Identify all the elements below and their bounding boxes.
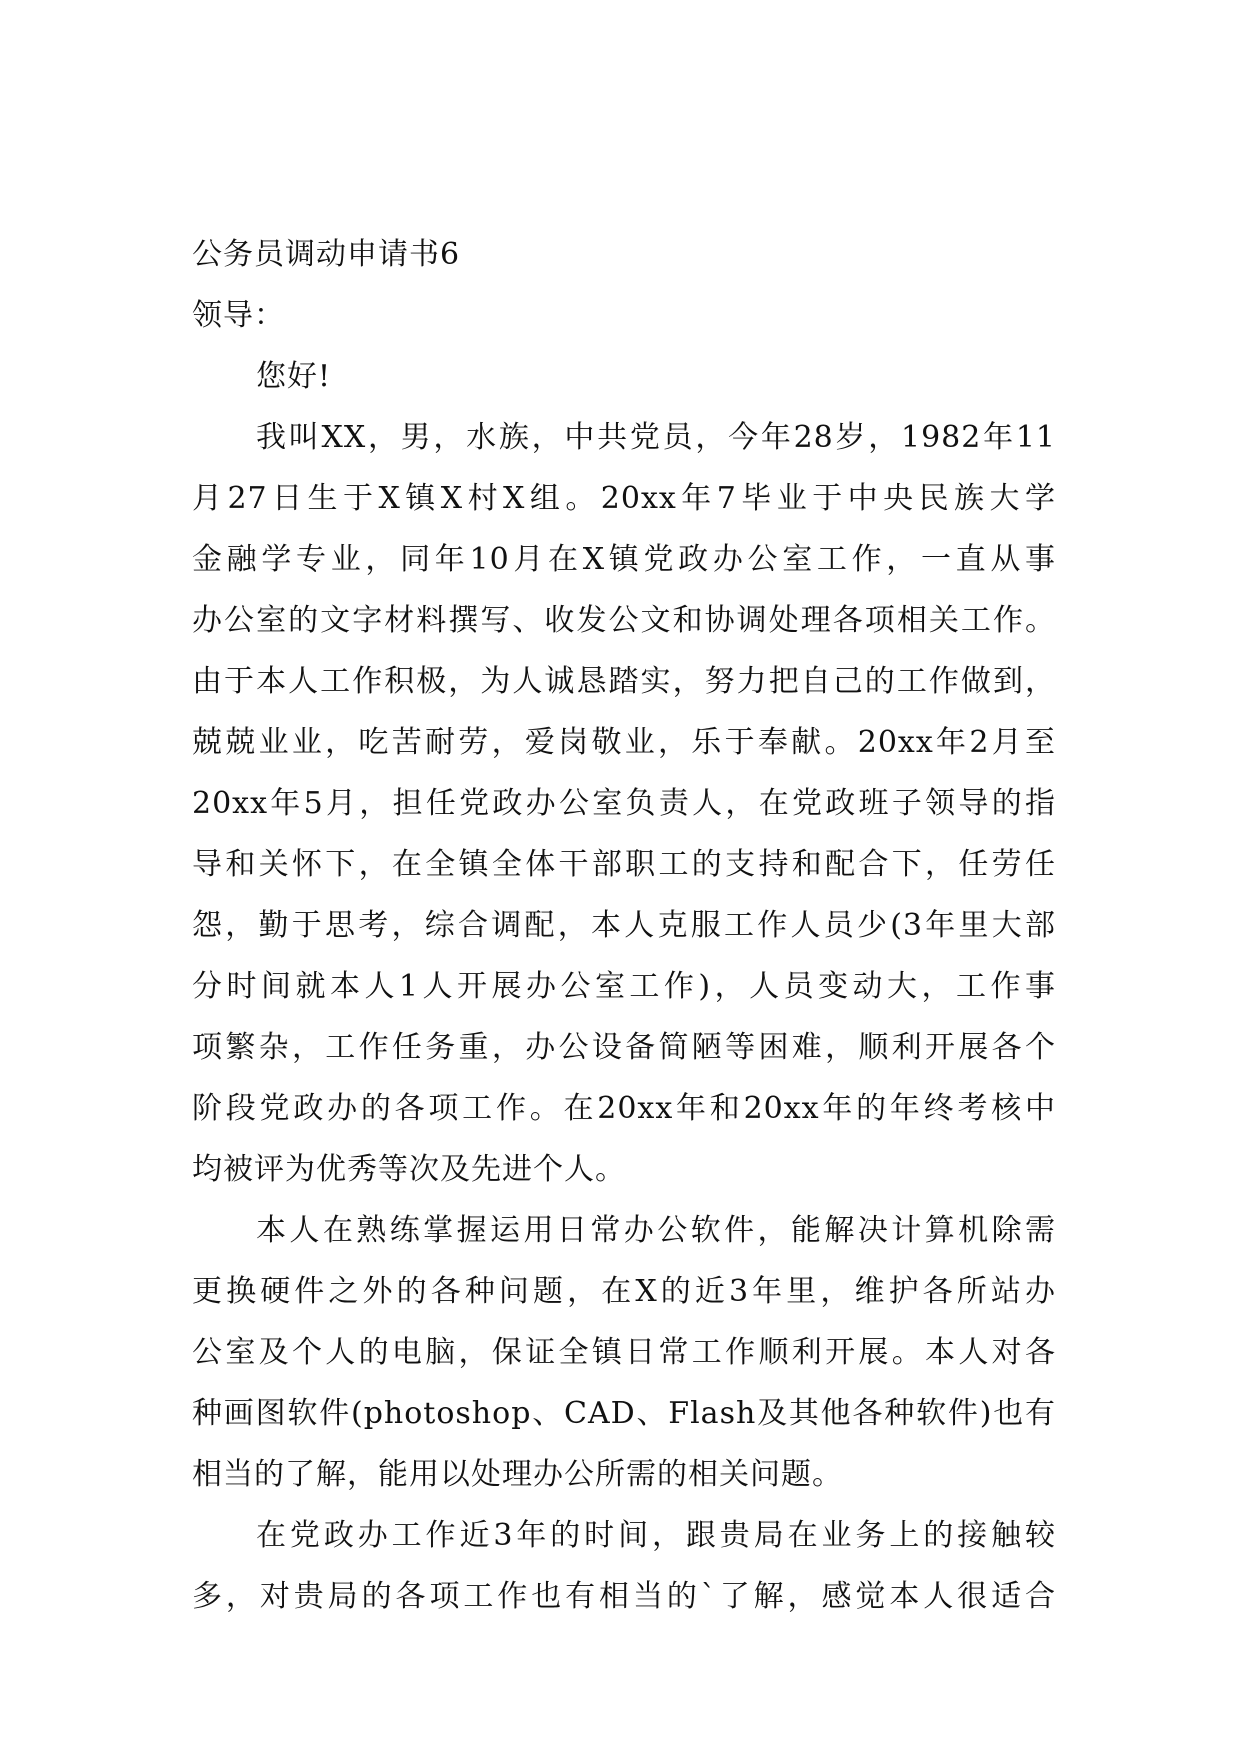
- paragraph-1: [192, 407, 1056, 1200]
- document-body: [192, 224, 1056, 1627]
- paragraph-line: 20xx年5月，担任党政办公室负责人，在党政班子领导的指: [192, 786, 1056, 821]
- paragraph-last-line: 均被评为优秀等次及先进个人。: [192, 1152, 626, 1187]
- paragraph-line: 月27日生于X镇X村X组。20xx年7毕业于中央民族大学: [192, 481, 1056, 516]
- greeting: 您好!: [256, 359, 332, 394]
- paragraph-line: 办公室的文字材料撰写、收发公文和协调处理各项相关工作。: [192, 603, 1056, 638]
- paragraph-3: [192, 1505, 1056, 1627]
- paragraph-line: 多，对贵局的各项工作也有相当的`了解，感觉本人很适合: [192, 1579, 1056, 1614]
- paragraph-line: 项繁杂，工作任务重，办公设备简陋等困难，顺利开展各个: [192, 1030, 1056, 1065]
- paragraph-line: 种画图软件(photoshop、CAD、Flash及其他各种软件)也有: [192, 1396, 1056, 1431]
- paragraph-line: 分时间就本人1人开展办公室工作)，人员变动大，工作事: [192, 969, 1056, 1004]
- document-title: 公务员调动申请书6: [192, 237, 461, 272]
- paragraph-2: [192, 1200, 1056, 1505]
- paragraph-line: 金融学专业，同年10月在X镇党政办公室工作，一直从事: [192, 542, 1056, 577]
- paragraph-line: 由于本人工作积极，为人诚恳踏实，努力把自己的工作做到，: [192, 664, 1056, 699]
- salutation: 领导：: [192, 298, 285, 333]
- paragraph-line: 怨，勤于思考，综合调配，本人克服工作人员少(3年里大部: [192, 908, 1056, 943]
- paragraph-line: 兢兢业业，吃苦耐劳，爱岗敬业，乐于奉献。20xx年2月至: [192, 725, 1056, 760]
- paragraph-line: 在党政办工作近3年的时间，跟贵局在业务上的接触较: [256, 1518, 1056, 1553]
- paragraph-line: 更换硬件之外的各种问题，在X的近3年里，维护各所站办: [192, 1274, 1056, 1309]
- paragraph-line: 阶段党政办的各项工作。在20xx年和20xx年的年终考核中: [192, 1091, 1056, 1126]
- paragraph-line: 我叫XX，男，水族，中共党员，今年28岁，1982年11: [256, 420, 1056, 455]
- paragraph-last-line: 相当的了解，能用以处理办公所需的相关问题。: [192, 1457, 843, 1492]
- paragraph-line: 公室及个人的电脑，保证全镇日常工作顺利开展。本人对各: [192, 1335, 1056, 1370]
- paragraph-line: 本人在熟练掌握运用日常办公软件，能解决计算机除需: [256, 1213, 1056, 1248]
- paragraph-line: 导和关怀下，在全镇全体干部职工的支持和配合下，任劳任: [192, 847, 1056, 882]
